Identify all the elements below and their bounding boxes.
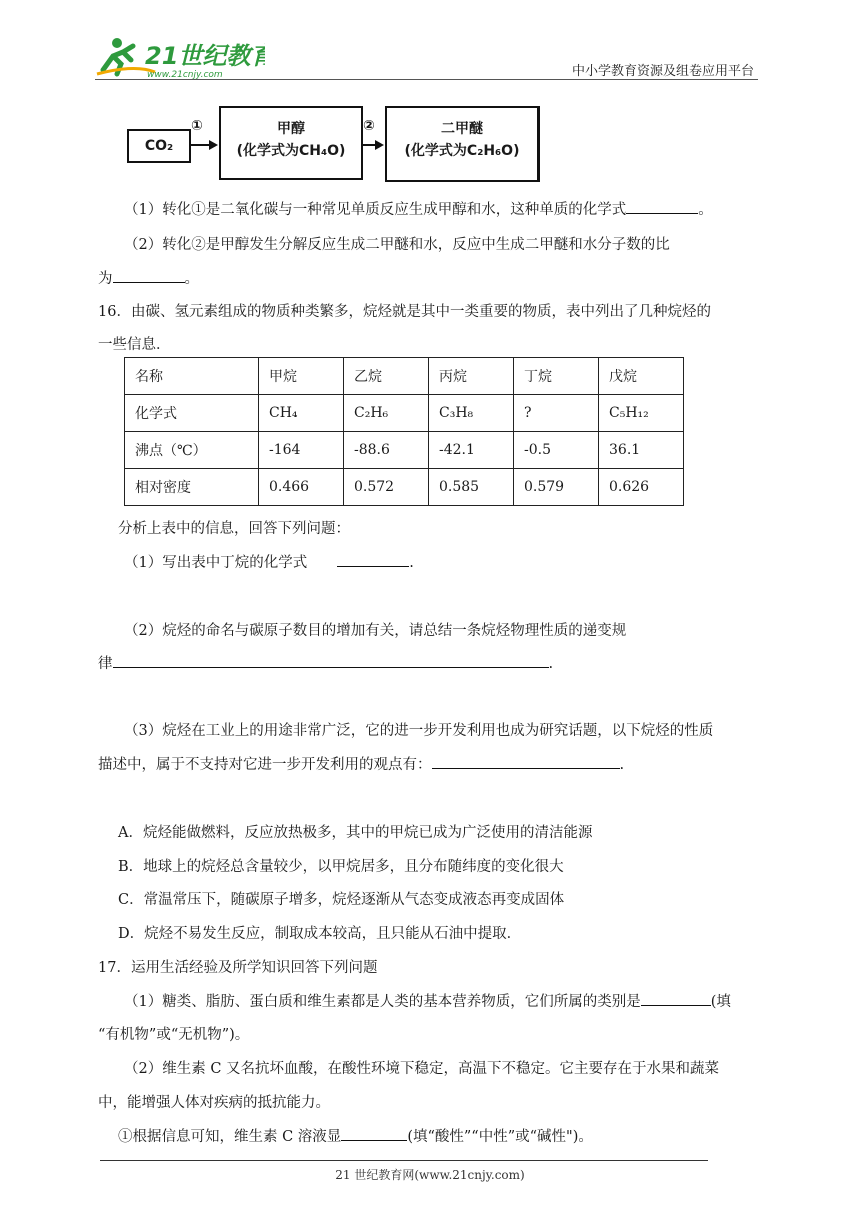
q15-part1-end: 。 <box>698 202 713 218</box>
q17-sub3-blank[interactable] <box>341 1126 407 1141</box>
table-row <box>125 469 684 506</box>
q17-sub1-line2: “有机物”或“无机物”)。 <box>98 1027 250 1043</box>
table-cell: 0.585 <box>429 469 514 506</box>
q16-sub2-blank[interactable] <box>113 653 549 668</box>
table-cell: ? <box>514 395 599 432</box>
q15-part1-text: （1）转化①是二氧化碳与一种常见单质反应生成甲醇和水，这种单质的化学式 <box>124 202 627 218</box>
logo-text: 21世纪教育 <box>145 42 265 70</box>
table-row <box>125 432 684 469</box>
step2-marker: ② <box>363 118 375 134</box>
q16-sub1 <box>124 551 414 572</box>
header-divider <box>95 79 758 80</box>
table-cell: 丁烷 <box>514 358 599 395</box>
q17-sub3-text: ①根据信息可知，维生素 C 溶液显 <box>118 1129 342 1145</box>
q15-part1 <box>124 198 713 219</box>
logo-url: www.21cnjy.com <box>147 70 223 80</box>
alkane-table <box>124 357 684 506</box>
table-cell: 0.579 <box>514 469 599 506</box>
dimethyl-ether-name: 二甲醚 <box>441 121 483 137</box>
q16-sub3-end: . <box>619 757 625 773</box>
q15-part1-blank[interactable] <box>626 199 698 214</box>
q16-option-a: A．烷烃能做燃料，反应放热极多，其中的甲烷已成为广泛使用的清洁能源 <box>118 825 593 841</box>
table-cell: 36.1 <box>599 432 684 469</box>
table-cell: 沸点（℃） <box>125 432 259 469</box>
q16-option-d: D．烷烃不易发生反应，制取成本较高，且只能从石油中提取． <box>118 926 522 942</box>
table-cell: 化学式 <box>125 395 259 432</box>
table-cell: 乙烷 <box>344 358 429 395</box>
q16-sub3-line2 <box>98 753 624 774</box>
table-cell: 0.466 <box>259 469 344 506</box>
table-cell: -88.6 <box>344 432 429 469</box>
q17-stem: 17．运用生活经验及所学知识回答下列问题 <box>98 960 378 976</box>
q16-sub2-end: . <box>548 656 554 672</box>
q16-option-c: C．常温常压下，随碳原子增多，烷烃逐渐从气态变成液态再变成固体 <box>118 892 565 908</box>
q16-sub1-text: （1）写出表中丁烷的化学式 <box>124 555 308 571</box>
table-row <box>125 358 684 395</box>
q17-sub2-line2: 中，能增强人体对疾病的抵抗能力。 <box>98 1095 330 1111</box>
q15-part2-line1: （2）转化②是甲醇发生分解反应生成二甲醚和水，反应中生成二甲醚和水分子数的比 <box>124 237 670 253</box>
table-cell: C₅H₁₂ <box>599 395 684 432</box>
q16-analyze: 分析上表中的信息，回答下列问题： <box>118 521 350 537</box>
q17-sub3-end: (填“酸性”“中性”或“碱性")。 <box>407 1129 593 1145</box>
table-cell: C₃H₈ <box>429 395 514 432</box>
q17-sub2-line1: （2）维生素 C 又名抗坏血酸，在酸性环境下稳定，高温下不稳定。它主要存在于水果和蔬菜 <box>124 1061 720 1077</box>
q17-sub1-text: （1）糖类、脂肪、蛋白质和维生素都是人类的基本营养物质，它们所属的类别是 <box>124 994 641 1010</box>
arrow-1-icon <box>190 144 216 146</box>
step1-marker: ① <box>191 118 203 134</box>
co2-label: CO₂ <box>144 138 174 154</box>
q16-sub1-blank[interactable] <box>337 552 409 567</box>
methanol-name: 甲醇 <box>277 121 305 137</box>
co2-box <box>127 129 191 163</box>
table-cell: -164 <box>259 432 344 469</box>
q17-sub1-line1 <box>124 990 731 1011</box>
q16-option-b: B．地球上的烷烃总含量较少，以甲烷居多，且分布随纬度的变化很大 <box>118 859 564 875</box>
footer-divider <box>100 1160 708 1161</box>
q17-sub3 <box>118 1125 593 1146</box>
q16-sub1-end: . <box>409 555 414 571</box>
table-cell: 0.626 <box>599 469 684 506</box>
q16-sub2-line2 <box>98 652 553 673</box>
q16-sub2-lead: 律 <box>98 656 113 672</box>
dimethyl-ether-formula: (化学式为C₂H₆O) <box>404 143 520 159</box>
table-cell: -0.5 <box>514 432 599 469</box>
q15-part2-lead: 为 <box>98 271 113 287</box>
q16-sub2-line1: （2）烷烃的命名与碳原子数目的增加有关，请总结一条烷烃物理性质的递变规 <box>124 623 627 639</box>
q17-sub1-end: (填 <box>710 994 731 1010</box>
q16-stem-line1: 16．由碳、氢元素组成的物质种类繁多，烷烃就是其中一类重要的物质，表中列出了几种烷烃的 <box>98 304 711 320</box>
q15-part2-blank[interactable] <box>113 268 185 283</box>
table-cell: -42.1 <box>429 432 514 469</box>
q16-sub3-blank[interactable] <box>432 754 620 769</box>
table-cell: 甲烷 <box>259 358 344 395</box>
table-row <box>125 395 684 432</box>
q16-sub3-lead: 描述中，属于不支持对它进一步开发利用的观点有： <box>98 757 432 773</box>
site-logo <box>95 34 265 80</box>
runner-logo-icon <box>95 34 265 80</box>
methanol-formula: (化学式为CH₄O) <box>236 143 346 159</box>
footer-link[interactable]: 21 世纪教育网(www.21cnjy.com) <box>335 1168 525 1182</box>
table-cell: CH₄ <box>259 395 344 432</box>
q15-part2-line2 <box>98 267 199 288</box>
arrow-2-icon <box>362 144 382 146</box>
q16-sub3-line1: （3）烷烃在工业上的用途非常广泛，它的进一步开发利用也成为研究话题，以下烷烃的性质 <box>124 723 714 739</box>
methanol-box <box>219 106 363 180</box>
q17-sub1-blank[interactable] <box>641 991 711 1006</box>
dimethyl-ether-box <box>385 106 540 182</box>
q15-part2-end: 。 <box>184 271 199 287</box>
table-cell: 名称 <box>125 358 259 395</box>
conversion-diagram <box>127 104 537 182</box>
table-cell: 戊烷 <box>599 358 684 395</box>
table-cell: 丙烷 <box>429 358 514 395</box>
q16-stem-line2: 一些信息． <box>98 337 171 353</box>
table-cell: 0.572 <box>344 469 429 506</box>
platform-name: 中小学教育资源及组卷应用平台 <box>571 64 754 79</box>
table-cell: 相对密度 <box>125 469 259 506</box>
table-cell: C₂H₆ <box>344 395 429 432</box>
